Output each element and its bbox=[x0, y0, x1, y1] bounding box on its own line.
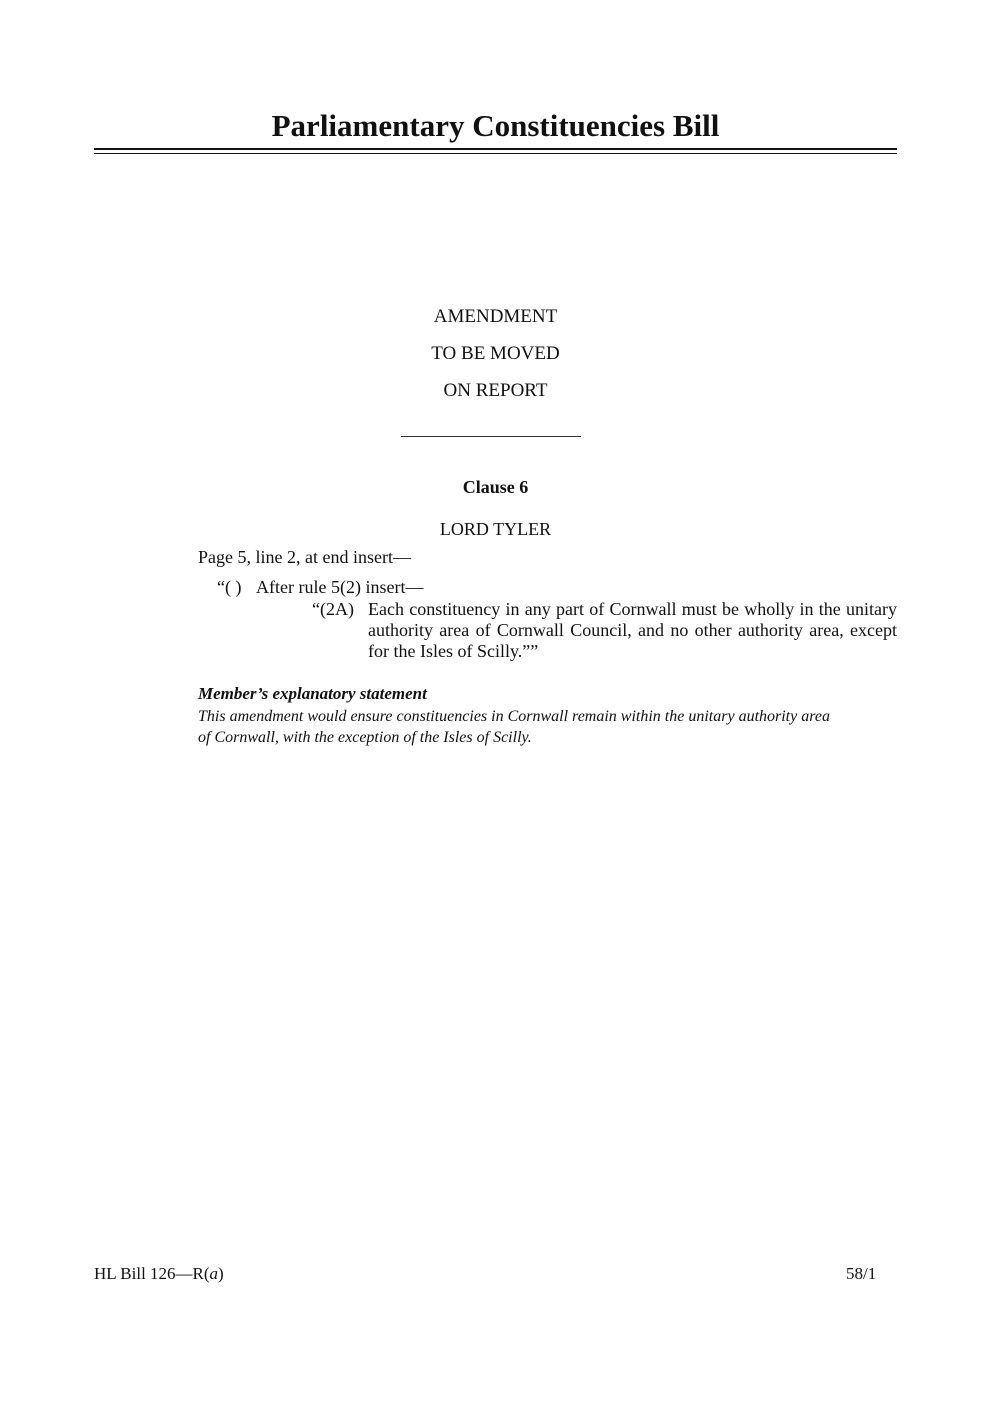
heading-on-report: ON REPORT bbox=[443, 380, 548, 401]
bill-reference-italic: a bbox=[209, 1264, 219, 1283]
paragraph-marker: “(2A) bbox=[312, 599, 354, 619]
heading-amendment: AMENDMENT bbox=[433, 306, 558, 327]
amendment-instruction: Page 5, line 2, at end insert— bbox=[198, 547, 411, 567]
subsection-marker: “( ) bbox=[217, 577, 242, 597]
heading-to-be-moved: TO BE MOVED bbox=[431, 343, 560, 364]
clause-heading: Clause 6 bbox=[462, 477, 529, 497]
bill-reference bbox=[94, 1263, 224, 1285]
bill-reference-suffix: ) bbox=[218, 1264, 224, 1283]
bill-title: Parliamentary Constituencies Bill bbox=[271, 108, 720, 143]
subsection-text: After rule 5(2) insert— bbox=[256, 577, 424, 597]
paragraph-text: Each constituency in any part of Cornwall must be wholly in the unitary authority area of Cornwall Council, and no other authority area, except for the Isles of Scilly.”” bbox=[368, 599, 897, 661]
bill-reference-prefix: HL Bill 126—R( bbox=[94, 1264, 210, 1283]
mover-name: LORD TYLER bbox=[439, 519, 552, 539]
page-reference: 58/1 bbox=[846, 1264, 877, 1283]
explanatory-text: This amendment would ensure constituencies in Cornwall remain within the unitary authority area of Cornwall, with the exception of the Isles of Scilly. bbox=[198, 708, 830, 746]
title-rule-thick bbox=[94, 148, 897, 150]
separator-line bbox=[401, 436, 581, 437]
explanatory-heading: Member’s explanatory statement bbox=[198, 684, 427, 703]
title-rule-thin bbox=[94, 153, 897, 154]
